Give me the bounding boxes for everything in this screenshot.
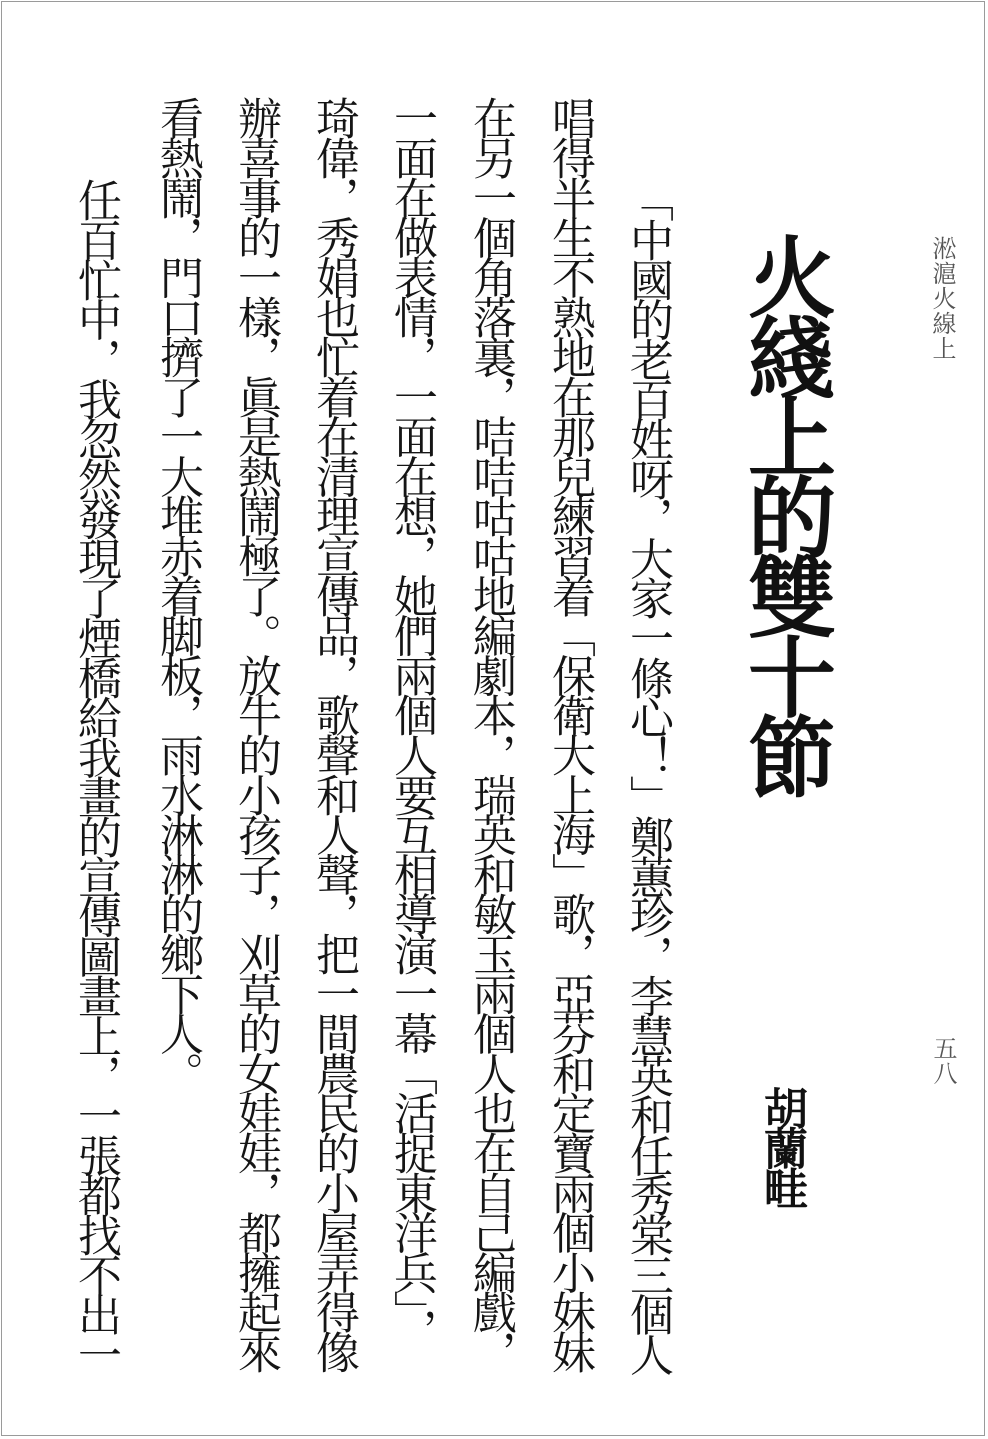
- body-column: 辦喜事的一樣，眞是熱鬧極了。放牛的小孩子，刈草的女娃娃，都擁起來: [230, 96, 281, 1370]
- body-column: 一面在做表情，一面在想，她們兩個人要互相導演一幕「活捉東洋兵」，: [386, 96, 437, 1348]
- page-number: 五八: [929, 1036, 957, 1086]
- body-column: 琦偉，秀娟也忙着在清理宣傳品，歌聲和人聲，把一間農民的小屋弄得像: [308, 96, 359, 1370]
- body-column: 唱得半生不熟地在那兒練習着「保衛大上海」歌，亞芬和定寶兩個小妹妹: [544, 96, 595, 1370]
- article-title: 火綫上的雙十節: [734, 232, 838, 792]
- body-column: 看熱鬧，門口擠了一大堆赤着脚板，雨水淋淋的鄉下人。: [152, 96, 203, 1092]
- article-author: 胡蘭畦: [756, 1086, 807, 1206]
- body-column: 任百忙中，我忽然發現了煙橋給我畫的宣傳圖畫上，一張都找不出一: [70, 178, 121, 1373]
- body-column: 「中國的老百姓呀，大家一條心！」鄭蕙珍，李慧英和任秀棠三個人: [622, 178, 673, 1373]
- running-head: 淞滬火線上: [928, 236, 956, 361]
- body-column: 在另一個角落裏，咭咭咕咕地編劇本，瑞英和敏玉兩個人也在自己編戲，: [465, 96, 516, 1370]
